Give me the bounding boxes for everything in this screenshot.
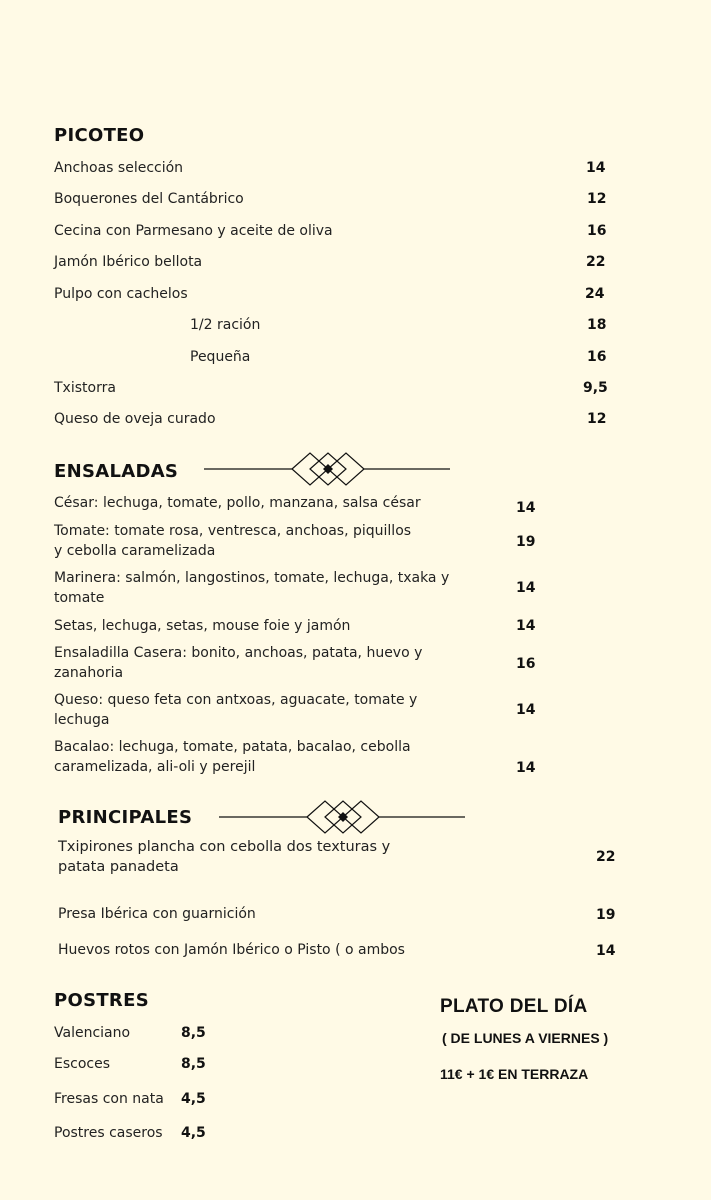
menu-item-price: 14 <box>516 580 536 596</box>
diamond-divider-icon <box>204 452 452 488</box>
menu-item-price: 14 <box>516 500 536 516</box>
menu-item-price: 16 <box>587 223 607 239</box>
desc-line: Txipirones plancha con cebolla dos texturas y <box>58 839 391 855</box>
menu-item-name: 1/2 ración <box>190 317 261 333</box>
menu-item-price: 14 <box>586 160 606 176</box>
desc-line: caramelizada, ali-oli y perejil <box>54 759 256 775</box>
desc-line: patata panadeta <box>58 859 179 875</box>
menu-item-price: 18 <box>587 317 607 333</box>
postres-title: POSTRES <box>54 990 149 1011</box>
menu-item-name: Presa Ibérica con guarnición <box>58 906 256 922</box>
menu-item-name: Huevos rotos con Jamón Ibérico o Pisto ( o ambos <box>58 942 405 958</box>
menu-item-price: 9,5 <box>583 380 608 396</box>
menu-item-name: Escoces <box>54 1056 111 1072</box>
plato-del-dia-title: PLATO DEL DÍA <box>440 996 588 1017</box>
desc-line: Queso: queso feta con antxoas, aguacate, tomate y <box>54 692 418 708</box>
menu-item-name: Postres caseros <box>54 1125 163 1141</box>
menu-item-desc <box>54 737 494 777</box>
plato-del-dia-days: ( DE LUNES A VIERNES ) <box>442 1030 609 1046</box>
desc-line: lechuga <box>54 712 110 728</box>
menu-item-price: 19 <box>596 907 616 923</box>
menu-item-price: 16 <box>587 349 607 365</box>
menu-item-name: Pequeña <box>190 349 251 365</box>
menu-item-price: 14 <box>516 702 536 718</box>
menu-item-price: 19 <box>516 534 536 550</box>
menu-item-name: César: lechuga, tomate, pollo, manzana, salsa césar <box>54 495 421 511</box>
menu-item-name: Setas, lechuga, setas, mouse foie y jamón <box>54 618 351 634</box>
menu-item-price: 4,5 <box>181 1091 206 1107</box>
menu-item-price: 4,5 <box>181 1125 206 1141</box>
desc-line: y cebolla caramelizada <box>54 543 216 559</box>
picoteo-title: PICOTEO <box>54 125 145 146</box>
desc-line: tomate <box>54 590 105 606</box>
menu-item-name: Pulpo con cachelos <box>54 286 188 302</box>
menu-item-desc <box>54 643 494 683</box>
ensaladas-title: ENSALADAS <box>54 461 179 482</box>
menu-item-price: 14 <box>596 943 616 959</box>
menu-item-price: 8,5 <box>181 1025 206 1041</box>
desc-line: Ensaladilla Casera: bonito, anchoas, patata, huevo y <box>54 645 423 661</box>
menu-item-name: Queso de oveja curado <box>54 411 216 427</box>
menu-item-name: Jamón Ibérico bellota <box>54 254 203 270</box>
menu-item-name: Anchoas selección <box>54 160 184 176</box>
menu-item-desc <box>58 837 498 877</box>
menu-item-desc <box>54 690 494 730</box>
menu-item-name: Txistorra <box>54 380 116 396</box>
menu-item-price: 14 <box>516 760 536 776</box>
menu-item-price: 8,5 <box>181 1056 206 1072</box>
desc-line: Tomate: tomate rosa, ventresca, anchoas, piquillos <box>54 523 412 539</box>
menu-item-price: 24 <box>585 286 605 302</box>
menu-item-name: Boquerones del Cantábrico <box>54 191 244 207</box>
menu-item-desc <box>54 521 494 561</box>
menu-item-name: Valenciano <box>54 1025 131 1041</box>
menu-item-price: 12 <box>587 411 607 427</box>
menu-item-price: 22 <box>586 254 606 270</box>
diamond-divider-icon <box>219 800 467 836</box>
desc-line: Marinera: salmón, langostinos, tomate, lechuga, txaka y <box>54 570 450 586</box>
menu-item-price: 22 <box>596 849 616 865</box>
plato-del-dia-price: 11€ + 1€ EN TERRAZA <box>440 1066 589 1082</box>
menu-item-price: 14 <box>516 618 536 634</box>
principales-title: PRINCIPALES <box>58 807 193 828</box>
menu-item-price: 16 <box>516 656 536 672</box>
menu-item-name: Fresas con nata <box>54 1091 164 1107</box>
menu-item-name: Cecina con Parmesano y aceite de oliva <box>54 223 333 239</box>
desc-line: Bacalao: lechuga, tomate, patata, bacalao, cebolla <box>54 739 411 755</box>
menu-item-desc <box>54 568 494 608</box>
menu-item-price: 12 <box>587 191 607 207</box>
desc-line: zanahoria <box>54 665 124 681</box>
